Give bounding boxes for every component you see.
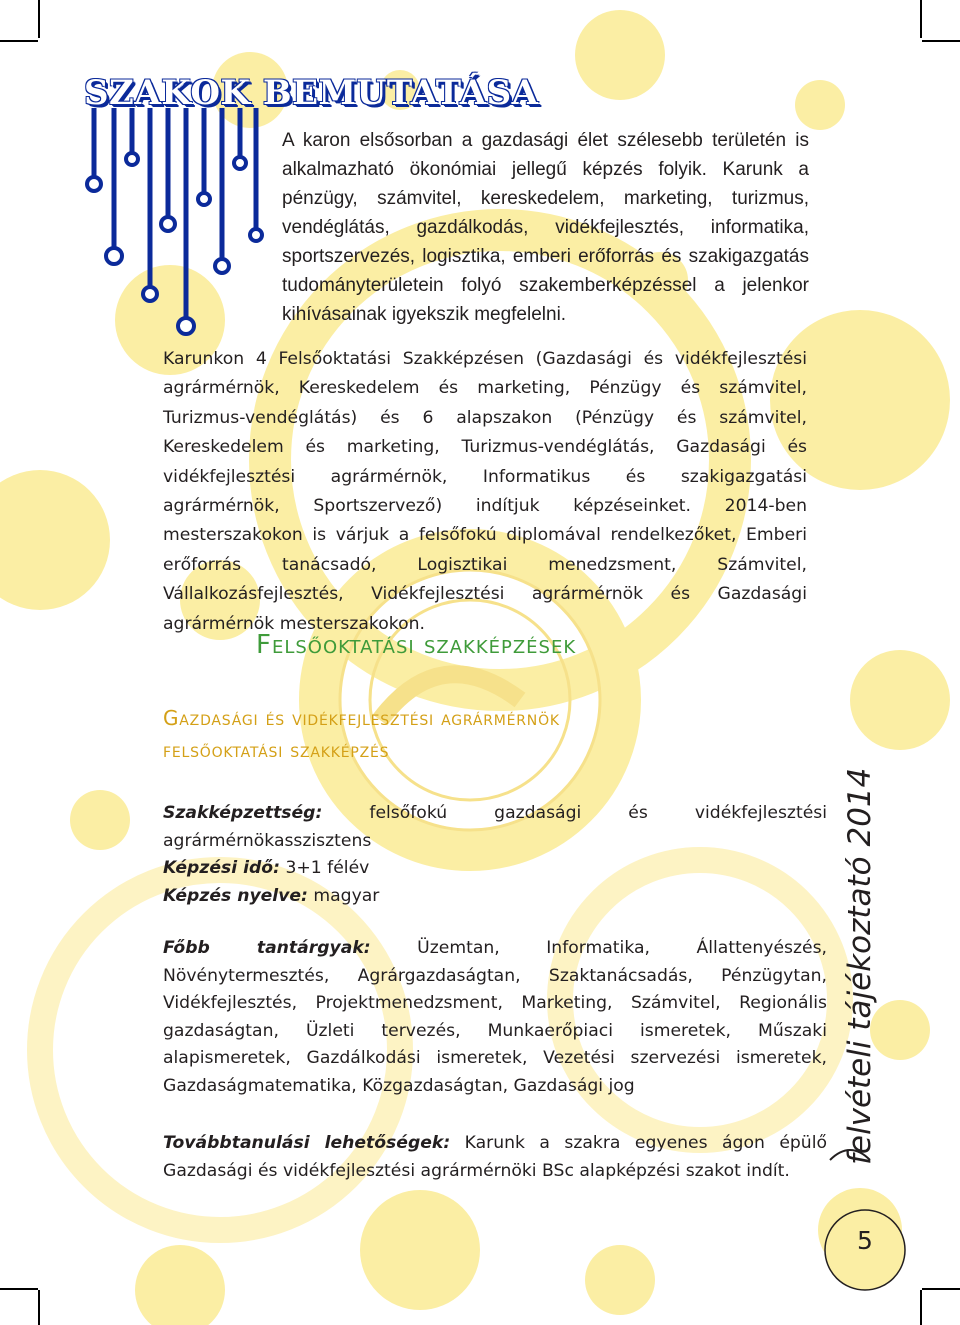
side-label: felvételi tájékoztató 2014 — [842, 767, 878, 1165]
language-row — [163, 883, 827, 911]
section-heading: Felsőoktatási szakképzések — [256, 630, 577, 660]
program-heading — [163, 702, 560, 766]
subjects-value: Üzemtan, Informatika, Állattenyészés, Növénytermesztés, Agrárgazdaságtan, Szaktanácsadás, Pénzügytan, Vidékfejlesztés, Projektmenedzsment, Marketing, Számvitel, Regionális gazdaságtan, Üzleti tervezés, Munkaerőpiaci ismeretek, Műszaki alapismeretek, Gazdálkodási ismeretek, Vezetési szervezési ismeretek, Gazdaságmatematika, Közgazdaságtan, Gazdasági jog — [163, 938, 827, 1096]
qualification-label: Szakképzettség: — [163, 803, 323, 823]
further-studies-value: Karunk a szakra egyenes ágon épülő Gazdasági és vidékfejlesztési agrármérnöki BSc alapképzési szakot indít. — [163, 1133, 827, 1181]
program-heading-line-2: felsőoktatási szakképzés — [163, 738, 390, 762]
qualification-row — [163, 800, 827, 855]
program-heading-line-1: Gazdasági és vidékfejlesztési agrármérnök — [163, 706, 560, 730]
subjects-label: Főbb tantárgyak: — [163, 938, 371, 958]
further-studies-row — [163, 1130, 827, 1185]
language-label: Képzés nyelve: — [163, 885, 308, 906]
further-studies-label: Továbbtanulási lehetőségek: — [163, 1133, 451, 1153]
intro-paragraph: A karon elsősorban a gazdasági élet szélesebb területén is alkalmazható ökonómiai jellegű képzés folyik. Karunk a pénzügy, számvitel, kereskedelem, marketing, turizmus, vendéglátás, gazdálkodás, vidékfejlesztés, informatika, sportszervezés, logisztika, emberi erőforrás és szakigazgatás tudományterületein folyó szakemberképzéssel a jelenkor kihívásainak igyekszik megfelelni. — [282, 130, 809, 325]
language-value: magyar — [307, 885, 380, 906]
duration-value: 3+1 félév — [279, 858, 370, 878]
programs-paragraph: Karunkon 4 Felsőoktatási Szakképzésen (Gazdasági és vidékfejlesztési agrármérnök, Kereskedelem és marketing, Pénzügy és számvitel, Turizmus-vendéglátás) és 6 alapszakon (Pénzügy és számvitel, Kereskedelem és marketing, Turizmus-vendéglátás, Gazdasági és vidékfejlesztési agrármérnök, Informatikus és szakigazgatási agrármérnök, Sportszervező) indítjuk képzéseinket. 2014-ben mesterszakokon is várjuk a felsőfokú diplomával rendelkezőket, Emberi erőforrás tanácsadó, Logisztikai menedzsment, Számvitel, Vállalkozásfejlesztés, Vidékfejlesztési agrármérnök és Gazdasági agrármérnök mesterszakokon. — [163, 349, 807, 634]
duration-row — [163, 855, 827, 883]
duration-label: Képzési idő: — [163, 858, 280, 878]
subjects-row — [163, 935, 827, 1100]
page-number: 5 — [857, 1226, 873, 1255]
page-title: SZAKOK BEMUTATÁSA — [84, 73, 539, 113]
program-facts — [163, 800, 827, 1185]
qualification-value: felsőfokú gazdasági és vidékfejlesztési agrármérnökasszisztens — [163, 803, 827, 851]
dripping-drops-decoration — [76, 108, 266, 338]
